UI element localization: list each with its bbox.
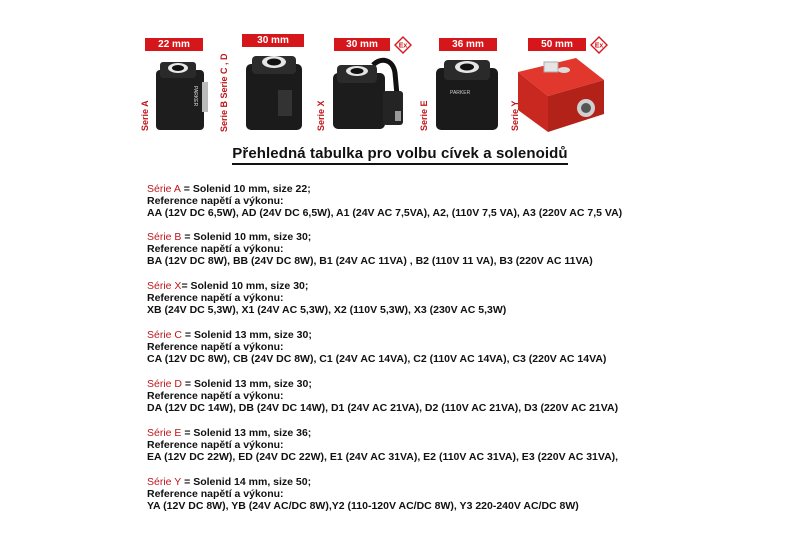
series-codes: AA (12V DC 6,5W), AD (24V DC 6,5W), A1 (24V AC 7,5VA), A2, (110V 7,5 VA), A3 (220V AC 7,5 VA) (147, 207, 623, 220)
series-name: Série D (147, 378, 183, 390)
series-block-e (147, 427, 618, 464)
serie-label: Serie Y (510, 100, 520, 131)
series-block-a (147, 183, 622, 220)
series-codes: DA (12V DC 14W), DB (24V DC 14W), D1 (24V AC 21VA), D2 (110V AC 21VA), D3 (220V AC 21VA) (147, 402, 619, 415)
product-strip (0, 0, 800, 140)
series-block-b (147, 231, 593, 268)
serie-label: Serie A (140, 100, 150, 131)
size-tag: 30 mm (334, 38, 390, 51)
coil-image (238, 50, 310, 135)
coil-image (325, 55, 415, 135)
series-block-c (147, 329, 606, 366)
series-name: Série Y (147, 476, 182, 488)
coil-image (514, 52, 610, 140)
ex-hazard-icon (394, 36, 412, 54)
series-desc: = Solenid 13 mm, size 36; (181, 427, 312, 439)
series-desc: = Solenid 10 mm, size 30; (181, 280, 309, 292)
series-ref-label: Reference napětí a výkonu: (147, 195, 284, 208)
series-desc: = Solenid 10 mm, size 22; (180, 183, 311, 195)
series-codes: YA (12V DC 8W), YB (24V AC/DC 8W),Y2 (110-120V AC/DC 8W), Y3 220-240V AC/DC 8W) (147, 500, 579, 513)
series-header (147, 280, 506, 292)
svg-text:Ex: Ex (594, 42, 604, 50)
series-ref-label: Reference napětí a výkonu: (147, 243, 284, 256)
coil-image (150, 56, 210, 136)
series-codes: CA (12V DC 8W), CB (24V DC 8W), C1 (24V AC 14VA), C2 (110V AC 14VA), C3 (220V AC 14VA) (147, 353, 607, 366)
series-name: Série C (147, 329, 183, 341)
series-block-d (147, 378, 618, 415)
series-header (147, 329, 606, 341)
svg-text:Ex: Ex (398, 42, 408, 50)
series-block-x (147, 280, 506, 317)
size-tag: 50 mm (528, 38, 586, 51)
serie-label: Serie B Serie C , D (219, 53, 229, 132)
series-ref-label: Reference napětí a výkonu: (147, 488, 284, 501)
page-title: Přehledná tabulka pro volbu cívek a solenoidů (0, 145, 800, 162)
series-name: Série X (147, 280, 182, 292)
serie-label: Serie E (419, 100, 429, 131)
series-desc: = Solenid 13 mm, size 30; (182, 329, 312, 341)
size-tag: 30 mm (242, 34, 304, 47)
series-header (147, 378, 618, 390)
series-header (147, 476, 579, 488)
series-ref-label: Reference napětí a výkonu: (147, 439, 284, 452)
series-desc: = Solenid 14 mm, size 50; (181, 476, 312, 488)
series-header (147, 183, 622, 195)
coil-image (430, 54, 506, 134)
svg-text:PARKER: PARKER (192, 86, 198, 107)
size-tag: 36 mm (439, 38, 497, 51)
series-codes: EA (12V DC 22W), ED (24V DC 22W), E1 (24V AC 31VA), E2 (110V AC 31VA), E3 (220V AC 31VA), (147, 451, 619, 464)
series-header (147, 231, 593, 243)
series-name: Série E (147, 427, 182, 439)
svg-text:PARKER: PARKER (450, 90, 471, 96)
series-block-y (147, 476, 579, 513)
series-desc: = Solenid 13 mm, size 30; (182, 378, 312, 390)
series-ref-label: Reference napětí a výkonu: (147, 390, 284, 403)
serie-label: Serie X (316, 100, 326, 131)
series-desc: = Solenid 10 mm, size 30; (181, 231, 312, 243)
series-ref-label: Reference napětí a výkonu: (147, 292, 284, 305)
size-tag: 22 mm (145, 38, 203, 51)
series-codes: XB (24V DC 5,3W), X1 (24V AC 5,3W), X2 (110V 5,3W), X3 (230V AC 5,3W) (147, 304, 507, 317)
series-ref-label: Reference napětí a výkonu: (147, 341, 284, 354)
series-name: Série A (147, 183, 181, 195)
series-codes: BA (12V DC 8W), BB (24V DC 8W), B1 (24V AC 11VA) , B2 (110V 11 VA), B3 (220V AC 11VA) (147, 255, 593, 268)
series-name: Série B (147, 231, 182, 243)
series-header (147, 427, 618, 439)
